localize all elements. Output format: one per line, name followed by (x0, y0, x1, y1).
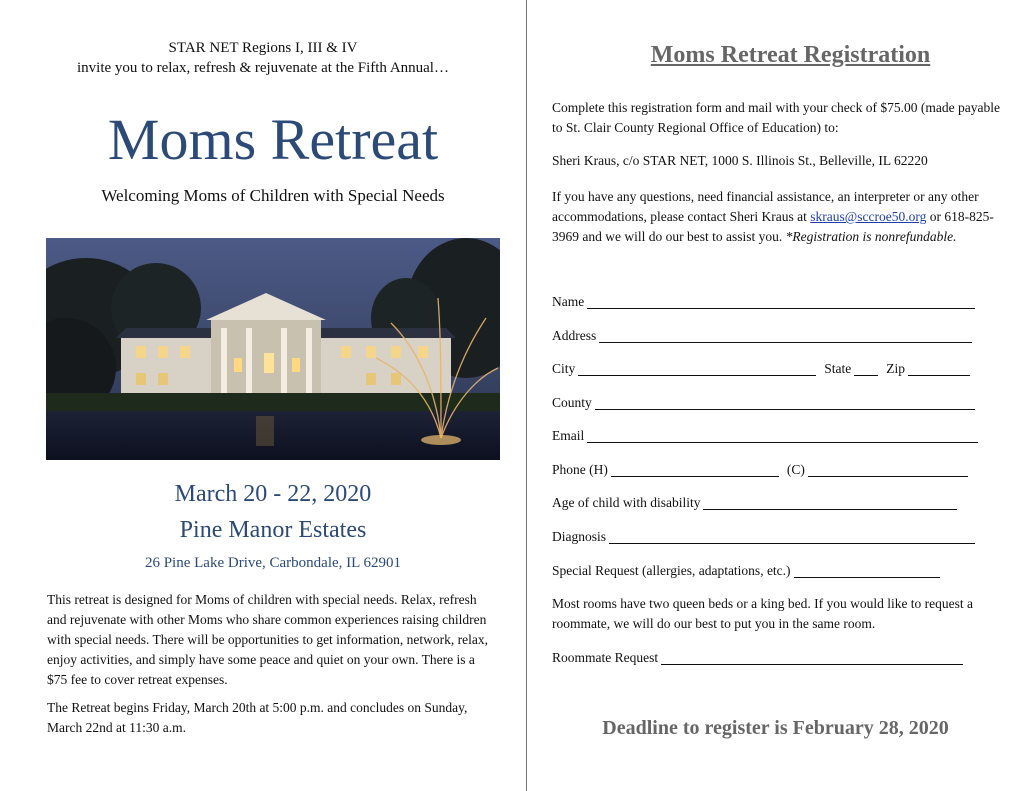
roommate-request-field[interactable] (552, 648, 963, 668)
email-field[interactable] (552, 426, 978, 446)
schedule-paragraph: The Retreat begins Friday, March 20th at 5:00 p.m. and concludes on Sunday, March 22nd at 11:30 a.m. (47, 700, 468, 735)
mailing-address: Sheri Kraus, c/o STAR NET, 1000 S. Illinois St., Belleville, IL 62220 (552, 153, 928, 168)
phone-home-input-line[interactable] (611, 462, 779, 477)
registration-instructions: Complete this registration form and mail with your check of $75.00 (made payable to St. Clair County Regional Office of Education) to: (552, 100, 1001, 135)
phone-home-label: Phone (H) (552, 462, 608, 477)
diagnosis-input-line[interactable] (609, 529, 975, 544)
description-paragraph: This retreat is designed for Moms of children with special needs. Relax, refresh and rejuvenate with other Moms who share common experiences raising children with special needs. There will be opportunities to get information, network, relax, enjoy activities, and simply have some peace and quiet on your own. There is a $75 fee to cover retreat expenses. (47, 592, 489, 687)
venue-photo-illustration (46, 238, 500, 460)
event-subtitle: Welcoming Moms of Children with Special Needs (101, 186, 445, 205)
venue-photo (46, 238, 500, 460)
diagnosis-field[interactable] (552, 527, 975, 547)
child-age-input-line[interactable] (703, 495, 957, 510)
email-input-line[interactable] (587, 428, 978, 443)
phone-cell-input-line[interactable] (808, 462, 968, 477)
event-address: 26 Pine Lake Drive, Carbondale, IL 62901 (144, 555, 402, 571)
contact-email-link[interactable]: skraus@sccroe50.org (810, 209, 927, 224)
name-input-line[interactable] (587, 294, 975, 309)
registration-panel (527, 0, 1024, 791)
special-request-label: Special Request (allergies, adaptations, etc.) (552, 563, 791, 578)
county-input-line[interactable] (595, 395, 975, 410)
state-label: State (824, 361, 852, 376)
county-label: County (552, 395, 592, 410)
zip-label: Zip (886, 361, 906, 376)
address-input-line[interactable] (599, 328, 972, 343)
special-request-input-line[interactable] (794, 563, 940, 578)
child-age-field[interactable] (552, 493, 957, 513)
special-request-field[interactable] (552, 561, 940, 581)
contact-text: If you have any questions, need financial assistance, an interpreter or any other accommodations, please contact Sheri Kraus at (552, 189, 979, 224)
state-input-line[interactable] (854, 361, 878, 376)
diagnosis-label: Diagnosis (552, 529, 606, 544)
rooms-note: Most rooms have two queen beds or a king bed. If you would like to request a roommate, we will do our best to put you in the same room. (552, 596, 974, 631)
event-title: Moms Retreat (107, 107, 439, 172)
email-label: Email (552, 428, 585, 443)
city-input-line[interactable] (578, 361, 816, 376)
invitation-line-2: invite you to relax, refresh & rejuvenate at the Fifth Annual… (77, 60, 449, 76)
address-field[interactable] (552, 326, 972, 346)
name-label: Name (552, 294, 585, 309)
county-field[interactable] (552, 393, 975, 413)
child-age-label: Age of child with disability (552, 495, 701, 510)
phone-field[interactable] (552, 460, 968, 480)
nonrefundable-note: *Registration is nonrefundable. (785, 229, 957, 244)
event-description (47, 590, 497, 746)
invitation-line-1: STAR NET Regions I, III & IV (168, 40, 358, 56)
roommate-request-label: Roommate Request (552, 650, 659, 665)
roommate-request-input-line[interactable] (661, 650, 963, 665)
registration-title: Moms Retreat Registration (650, 42, 931, 68)
address-label: Address (552, 328, 597, 343)
event-dates: March 20 - 22, 2020 (174, 481, 372, 507)
event-venue: Pine Manor Estates (179, 517, 367, 543)
zip-input-line[interactable] (908, 361, 970, 376)
contact-info (552, 187, 1012, 247)
name-field[interactable] (552, 292, 975, 312)
city-state-zip-field[interactable] (552, 359, 970, 379)
registration-deadline: Deadline to register is February 28, 2020 (602, 717, 949, 739)
contact-phone-text: or 618-825-3969 and we will do our best to assist you. (552, 209, 994, 244)
phone-cell-label: (C) (786, 462, 805, 477)
city-label: City (552, 361, 576, 376)
invitation-text (0, 38, 526, 78)
